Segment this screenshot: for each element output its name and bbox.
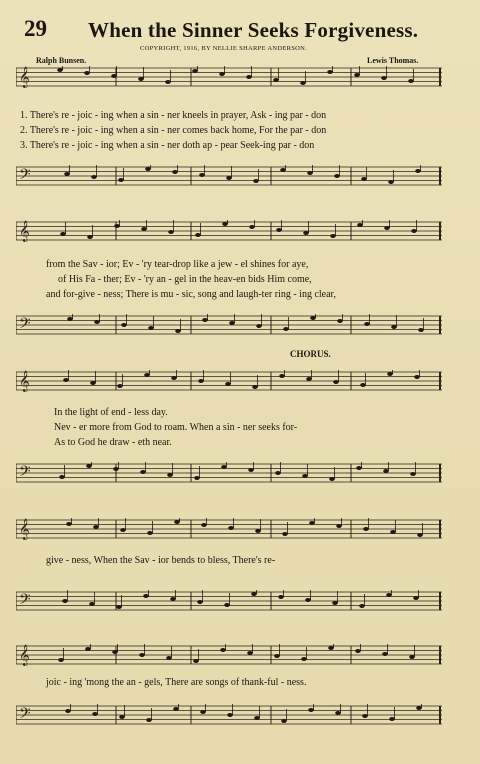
treble-staff-1	[16, 66, 442, 86]
verse-1-line-3: In the light of end - less day.	[54, 407, 168, 418]
bass-staff-5	[16, 704, 442, 724]
svg-text:𝄞: 𝄞	[19, 67, 30, 88]
staff-lines	[16, 462, 442, 484]
chorus-line-1: give - ness, When the Sav - ior bends to bless, There's re-	[46, 555, 276, 566]
chorus-line-2: joic - ing 'mong the an - gels, There are songs of thank-ful - ness.	[46, 677, 307, 688]
staff-lines	[16, 590, 442, 612]
hymn-title: When the Sinner Seeks Forgiveness.	[88, 18, 419, 42]
staff-lines	[16, 66, 442, 88]
bass-staff-1	[16, 165, 442, 185]
verse-1-line-2: from the Sav - ior; Ev - 'ry tear-drop like a jew - el shines for aye,	[46, 259, 309, 270]
bass-staff-2	[16, 314, 442, 334]
composer-credit: Lewis Thomas.	[367, 56, 419, 65]
treble-staff-4	[16, 518, 442, 538]
lyricist-credit: Ralph Bunsen.	[36, 56, 87, 65]
staff-lines	[16, 644, 442, 666]
treble-staff-2	[16, 220, 442, 240]
verse-2-line-2: of His Fa - ther; Ev - 'ry an - gel in the heav-en bids Him come,	[58, 274, 312, 285]
verse-2-line-1: 2. There's re - joic - ing when a sin - ner comes back home, For the par - don	[20, 125, 327, 136]
treble-staff-5	[16, 644, 442, 664]
verse-3-line-2: and for-give - ness; There is mu - sic, song and laugh-ter ring - ing clear,	[46, 289, 336, 300]
verse-1-line-1: 1. There's re - joic - ing when a sin - ner kneels in prayer, Ask - ing par - don	[20, 110, 327, 121]
bass-staff-3	[16, 462, 442, 482]
staff-lines	[16, 220, 442, 242]
svg-text:𝄢: 𝄢	[19, 315, 31, 336]
bass-staff-4	[16, 590, 442, 610]
svg-text:𝄢: 𝄢	[19, 705, 31, 726]
svg-text:𝄢: 𝄢	[19, 591, 31, 612]
staff-lines	[16, 165, 442, 187]
staff-lines	[16, 518, 442, 540]
verse-3-line-3: As to God he draw - eth near.	[54, 437, 172, 448]
staff-lines	[16, 314, 442, 336]
svg-text:𝄞: 𝄞	[19, 519, 30, 540]
svg-text:𝄞: 𝄞	[19, 221, 30, 242]
verse-3-line-1: 3. There's re - joic - ing when a sin - ner doth ap - pear Seek-ing par - don	[20, 140, 315, 151]
staff-lines	[16, 704, 442, 726]
svg-text:𝄞: 𝄞	[19, 371, 30, 392]
staff-lines	[16, 370, 442, 392]
copyright-notice: COPYRIGHT, 1916, BY NELLIE SHARPE ANDERSON.	[140, 45, 308, 52]
svg-text:𝄞: 𝄞	[19, 645, 30, 666]
svg-text:𝄢: 𝄢	[19, 463, 31, 484]
verse-2-line-3: Nev - er more from God to roam. When a sin - ner seeks for-	[54, 422, 298, 433]
treble-staff-3	[16, 370, 442, 390]
chorus-label: CHORUS.	[290, 349, 331, 359]
svg-text:𝄢: 𝄢	[19, 166, 31, 187]
hymn-number: 29	[24, 16, 47, 41]
